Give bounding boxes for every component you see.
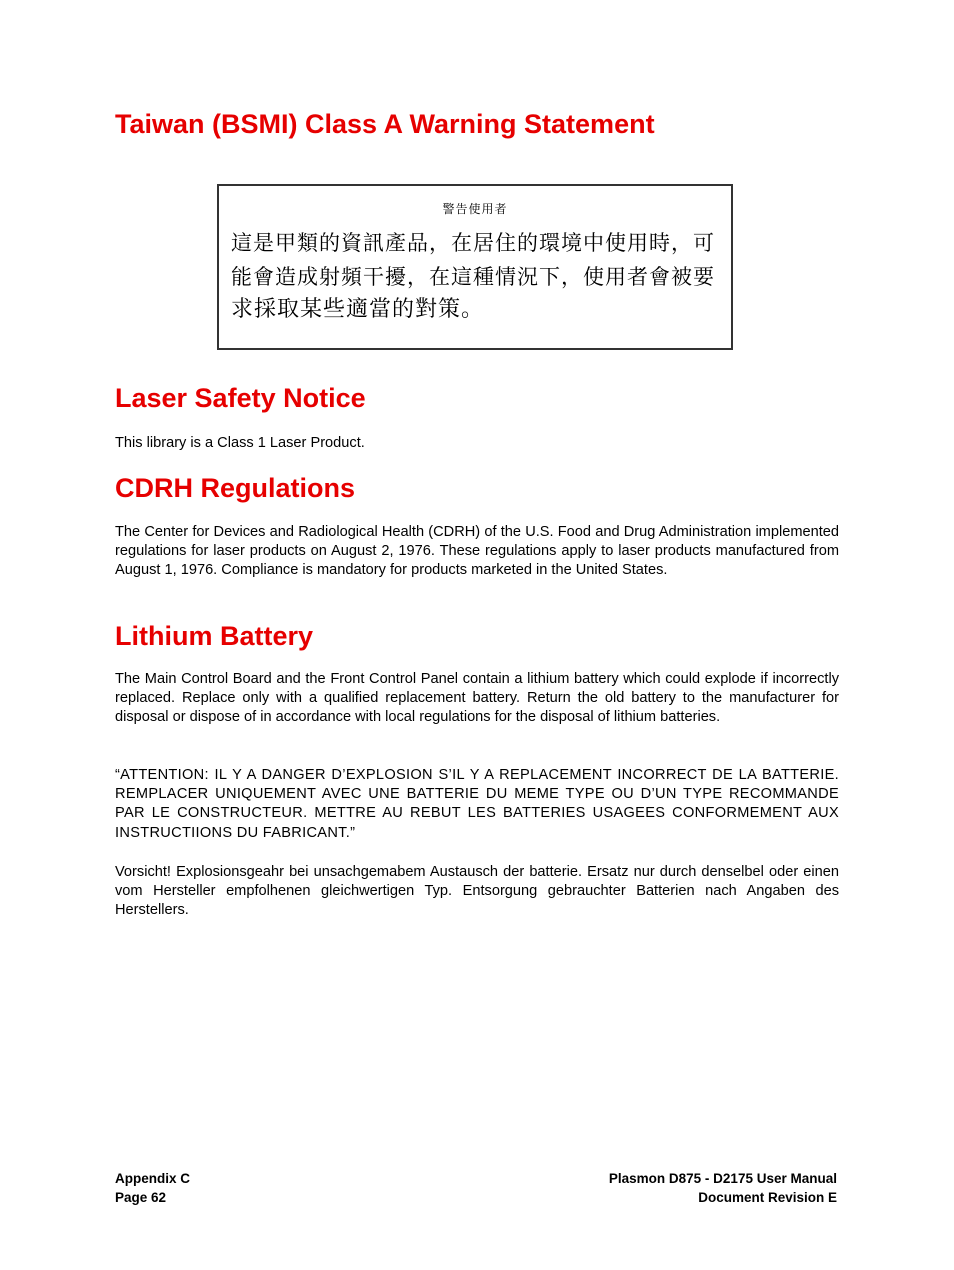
warning-title: 警告使用者: [442, 202, 508, 216]
heading-cdrh-regulations: CDRH Regulations: [115, 473, 356, 503]
warning-line-3: 求採取某些適當的對策。: [231, 297, 485, 322]
warning-line-2: 能會造成射頻干擾，在這種情況下，使用者會被要: [231, 265, 715, 289]
cdrh-text: The Center for Devices and Radiological Health (CDRH) of the U.S. Food and Drug Administration implemented regulations for laser products on August 2, 1976. These regulations apply to laser products manufactured from August 1, 1976. Compliance is mandatory for products marketed in the United States.: [115, 524, 839, 579]
footer-page-number: Page 62: [115, 1190, 167, 1205]
laser-safety-text: This library is a Class 1 Laser Product.: [115, 435, 365, 451]
lithium-text-english: The Main Control Board and the Front Control Panel contain a lithium battery which could explode if incorrectly replaced. Replace only with a qualified replacement battery. Return the old battery to the manufacturer for disposal or dispose of in accordance with local regulations for the disposal of lithium batteries.: [115, 671, 839, 726]
taiwan-warning-box: [217, 184, 733, 350]
footer-appendix: Appendix C: [115, 1171, 191, 1186]
lithium-text-german: Vorsicht! Explosionsgeahr bei unsachgemabem Austausch der batterie. Ersatz nur durch denselbel oder einen vom Hersteller empfolhenen gleichwertigen Typ. Entsorgung gebrauchter Batterien nach Angaben des Herstellers.: [115, 864, 839, 919]
footer-right: [609, 1169, 837, 1207]
warning-line-1: 這是甲類的資訊產品，在居住的環境中使用時，可: [231, 231, 715, 255]
heading-lithium-battery: Lithium Battery: [115, 621, 314, 651]
footer-revision: Document Revision E: [698, 1190, 837, 1205]
footer-manual-title: Plasmon D875 - D2175 User Manual: [608, 1171, 837, 1186]
heading-laser-safety: Laser Safety Notice: [115, 383, 366, 413]
footer-left: [115, 1169, 190, 1207]
lithium-text-french: “ATTENTION: IL Y A DANGER D’EXPLOSION S’IL Y A REPLACEMENT INCORRECT DE LA BATTERIE. REMPLACER UNIQUEMENT AVEC UNE BATTERIE DU MEME TYPE OU D’UN TYPE RECOMMANDE PAR LE CONSTRUCTEUR. METTRE AU REBUT LES BATTERIES USAGEES CONFORMEMENT AUX INSTRUCTIIONS DU FABRICANT.”: [115, 767, 839, 841]
heading-taiwan-bsmi: Taiwan (BSMI) Class A Warning Statement: [115, 109, 655, 139]
